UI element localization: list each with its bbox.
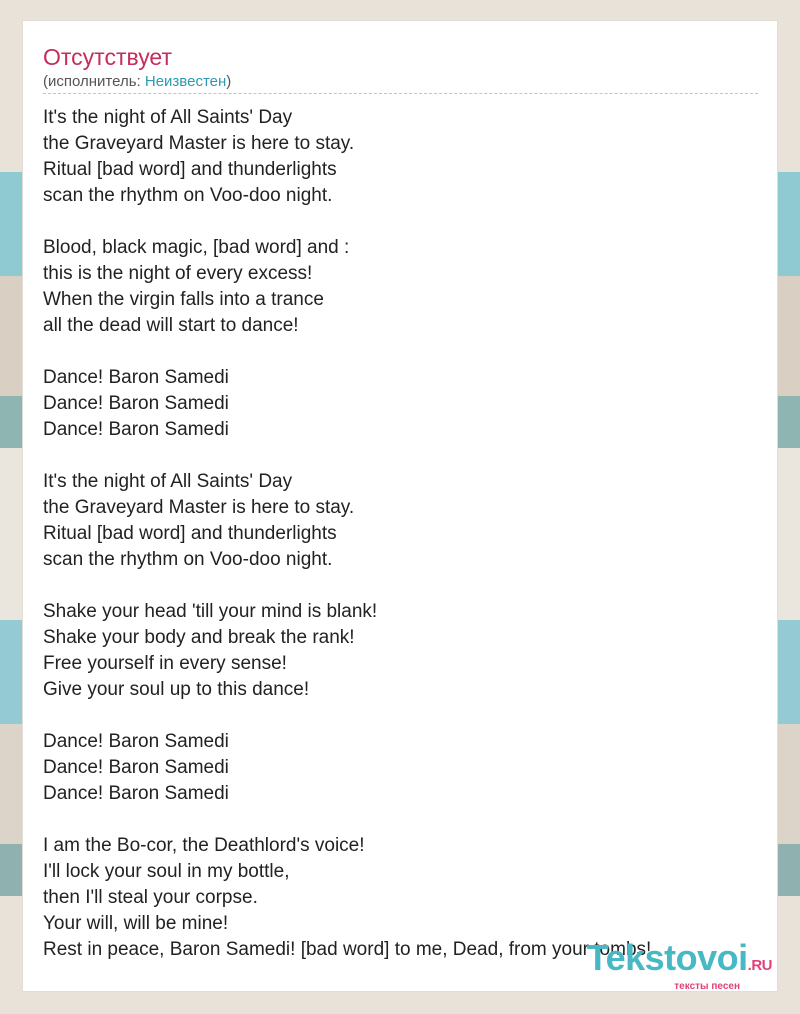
lyric-line: Dance! Baron Samedi [43, 783, 229, 804]
lyric-line: all the dead will start to dance! [43, 315, 299, 336]
lyrics-text [43, 105, 763, 963]
lyric-line: scan the rhythm on Voo-doo night. [43, 185, 333, 206]
lyric-line: Ritual [bad word] and thunderlights [43, 159, 337, 180]
lyric-line: Dance! Baron Samedi [43, 367, 229, 388]
lyric-line: Dance! Baron Samedi [43, 419, 229, 440]
artist-prefix: (исполнитель: [43, 73, 145, 90]
title-divider [43, 93, 758, 94]
lyric-line: Shake your head 'till your mind is blank! [43, 601, 378, 622]
lyric-line: Shake your body and break the rank! [43, 627, 355, 648]
artist-line [43, 73, 231, 90]
lyric-line: When the virgin falls into a trance [43, 289, 324, 310]
stanza-break [43, 703, 763, 729]
lyric-line: I am the Bo-cor, the Deathlord's voice! [43, 835, 365, 856]
lyric-line: Dance! Baron Samedi [43, 731, 229, 752]
logo-name: Tekstovoi [586, 937, 748, 978]
lyric-line: Your will, will be mine! [43, 913, 229, 934]
lyric-line: Dance! Baron Samedi [43, 757, 229, 778]
site-logo[interactable] [586, 937, 772, 992]
stanza-break [43, 443, 763, 469]
lyric-line: Give your soul up to this dance! [43, 679, 310, 700]
stanza-break [43, 573, 763, 599]
lyric-line: the Graveyard Master is here to stay. [43, 133, 355, 154]
lyrics-card [22, 20, 778, 992]
lyric-line: this is the night of every excess! [43, 263, 313, 284]
lyric-line: It's the night of All Saints' Day [43, 107, 293, 128]
lyric-line: Ritual [bad word] and thunderlights [43, 523, 337, 544]
lyric-line: Dance! Baron Samedi [43, 393, 229, 414]
lyric-line: Rest in peace, Baron Samedi! [bad word] to me, Dead, from your tombs! [43, 939, 652, 960]
stanza-break [43, 807, 763, 833]
lyric-line: Blood, black magic, [bad word] and : [43, 237, 350, 258]
logo-tagline: тексты песен [674, 981, 740, 992]
lyric-line: then I'll steal your corpse. [43, 887, 258, 908]
lyric-line: the Graveyard Master is here to stay. [43, 497, 355, 518]
stanza-break [43, 339, 763, 365]
stanza-break [43, 209, 763, 235]
lyric-line: It's the night of All Saints' Day [43, 471, 293, 492]
lyric-line: I'll lock your soul in my bottle, [43, 861, 290, 882]
lyric-line: Free yourself in every sense! [43, 653, 287, 674]
artist-suffix: ) [226, 73, 232, 90]
artist-link[interactable]: Неизвестен [144, 73, 227, 90]
song-title: Отсутствует [43, 44, 172, 70]
logo-tld: .RU [747, 957, 772, 974]
lyric-line: scan the rhythm on Voo-doo night. [43, 549, 333, 570]
